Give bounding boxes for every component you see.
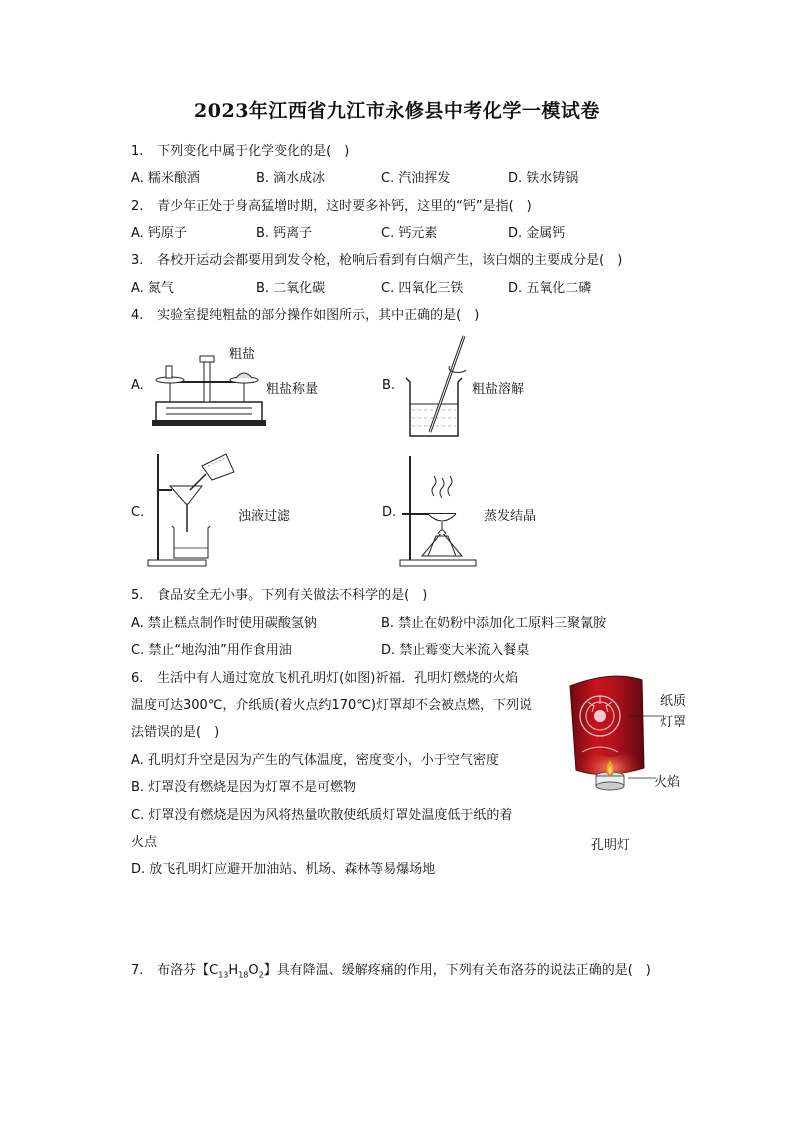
option-c-line1: C. 灯罩没有燃烧是因为风将热量吹散使纸质灯罩处温度低于纸的着 <box>131 808 513 823</box>
label-flame: 火焰 <box>654 775 681 790</box>
label-sky-lantern: 孔明灯 <box>591 838 631 853</box>
option-a: A. 糯米酿酒 <box>131 171 200 186</box>
option-a-letter: A. <box>131 378 144 393</box>
question-stem: 实验室提纯粗盐的部分操作如图所示，其中正确的是( ) <box>157 308 480 323</box>
question-stem: 各校开运动会都要用到发令枪，枪响后看到有白烟产生，该白烟的主要成分是( ) <box>157 253 623 268</box>
option-d: D. 金属钙 <box>508 226 566 241</box>
question-5 <box>131 584 427 603</box>
question-number: 2. <box>131 199 144 214</box>
crude-salt-tag: 粗盐 <box>229 347 256 362</box>
page-title: 2023年江西省九江市永修县中考化学一模试卷 <box>194 100 600 122</box>
question-number: 4. <box>131 308 144 323</box>
option-a: A. 禁止糕点制作时使用碳酸氢钠 <box>131 616 317 631</box>
question-4 <box>131 304 479 323</box>
formula-o: O <box>248 963 259 978</box>
option-d: D. 铁水铸锅 <box>508 171 579 186</box>
option-b: B. 滴水成冰 <box>256 171 326 186</box>
option-d: D. 放飞孔明灯应避开加油站、机场、森林等易爆场地 <box>131 862 436 877</box>
question-6 <box>131 667 518 686</box>
question-number: 3. <box>131 253 144 268</box>
question-6-stem-line2: 温度可达300℃，介纸质(着火点约170℃)灯罩却不会被点燃，下列说 <box>131 698 532 713</box>
question-stem-line1: 生活中有人通过宽放飞机孔明灯(如图)祈福．孔明灯燃烧的火焰 <box>157 671 519 686</box>
option-b: B. 禁止在奶粉中添加化工原料三聚氰胺 <box>381 616 607 631</box>
formula-sub-o: 2 <box>258 970 264 980</box>
option-b: B. 灯罩没有燃烧是因为灯罩不是可燃物 <box>131 780 357 795</box>
balance-illustration <box>150 350 268 430</box>
option-c: C. 四氧化三铁 <box>381 281 464 296</box>
option-a: A. 孔明灯升空是因为产生的气体温度，密度变小，小于空气密度 <box>131 753 499 768</box>
question-number: 5. <box>131 588 144 603</box>
option-d-letter: D. <box>382 505 397 520</box>
option-d: D. 五氧化二磷 <box>508 281 592 296</box>
question-2 <box>131 195 532 214</box>
evaporation-illustration <box>398 452 484 568</box>
label-paper-line1: 纸质 <box>660 694 687 709</box>
option-d-caption: 蒸发结晶 <box>484 509 537 524</box>
option-c: C. 钙元素 <box>381 226 438 241</box>
formula-h: H <box>228 963 239 978</box>
option-c-line2: 火点 <box>131 835 158 850</box>
question-stem-before: 布洛芬【C <box>157 963 219 978</box>
formula-sub-c: 13 <box>218 970 229 980</box>
option-c: C. 禁止“地沟油”用作食用油 <box>131 643 292 658</box>
option-a-caption: 粗盐称量 <box>266 382 319 397</box>
option-a: A. 钙原子 <box>131 226 187 241</box>
question-stem: 青少年正处于身高猛增时期，这时要多补钙，这里的“钙”是指( ) <box>157 199 532 214</box>
option-a: A. 氮气 <box>131 281 174 296</box>
filtration-illustration <box>146 450 238 568</box>
question-number: 7. <box>131 963 144 978</box>
formula-sub-h: 18 <box>238 970 249 980</box>
question-3 <box>131 249 622 268</box>
question-7 <box>131 959 651 980</box>
question-1 <box>131 140 349 159</box>
option-b: B. 二氧化碳 <box>256 281 326 296</box>
option-c-letter: C. <box>131 505 145 520</box>
option-c-caption: 浊液过滤 <box>238 509 291 524</box>
label-paper-line2: 灯罩 <box>660 715 687 730</box>
option-b-caption: 粗盐溶解 <box>472 382 525 397</box>
question-number: 6. <box>131 671 144 686</box>
dissolving-illustration <box>400 332 470 442</box>
option-b-letter: B. <box>382 378 396 393</box>
question-6-stem-line3: 法错误的是( ) <box>131 725 220 740</box>
option-d: D. 禁止霉变大米流入餐桌 <box>381 643 530 658</box>
question-stem-after: 】具有降温、缓解疼痛的作用，下列有关布洛芬的说法正确的是( ) <box>263 963 651 978</box>
option-c: C. 汽油挥发 <box>381 171 451 186</box>
question-number: 1. <box>131 144 144 159</box>
question-stem: 食品安全无小事。下列有关做法不科学的是( ) <box>157 588 428 603</box>
option-b: B. 钙离子 <box>256 226 313 241</box>
question-stem: 下列变化中属于化学变化的是( ) <box>157 144 350 159</box>
